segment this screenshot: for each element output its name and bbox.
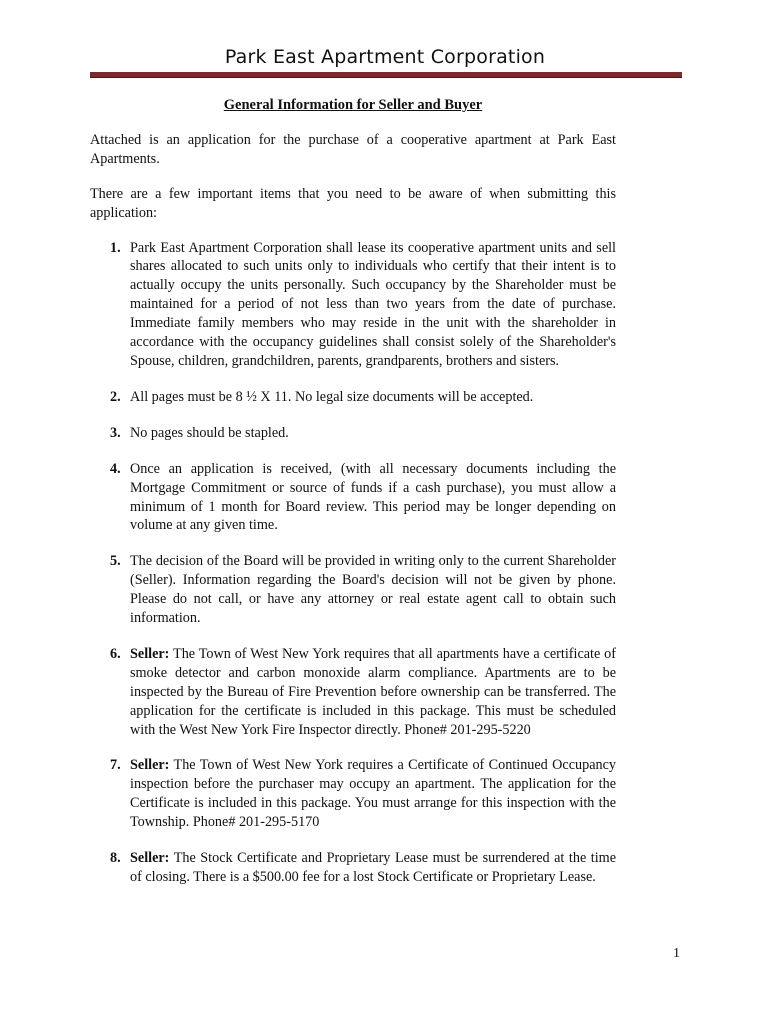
- list-item: [90, 388, 616, 407]
- document-heading: General Information for Seller and Buyer: [223, 97, 483, 113]
- list-item-text: The Stock Certificate and Proprietary Lease must be surrendered at the time of closing. There is a $500.00 fee for a lost Stock Certificate or Proprietary Lease.: [130, 850, 617, 885]
- header-rule-divider: [90, 72, 682, 78]
- list-item-text: The Town of West New York requires that all apartments have a certificate of smoke detector and carbon monoxide alarm compliance. Apartments are to be inspected by the Bureau of Fire Prevention before ownership can be transferred. The application for the certificate is included in this package. This must be scheduled with the West New York Fire Inspector directly. Phone# 201-295-5220: [130, 645, 616, 738]
- list-item-number: 8.: [110, 850, 121, 867]
- list-item: [90, 849, 616, 887]
- list-item-text: The decision of the Board will be provided in writing only to the current Shareholder (Seller). Information regarding the Board's decision will not be given by phone. Please do not call, or have any attorney or real estate agent call to obtain such information.: [130, 553, 616, 627]
- list-item-number: 7.: [110, 757, 121, 774]
- list-item-number: 5.: [110, 553, 121, 570]
- list-item-lead: Seller:: [130, 757, 170, 774]
- list-item: [90, 239, 616, 371]
- list-item: [90, 552, 616, 628]
- page-header-title: Park East Apartment Corporation: [224, 46, 546, 68]
- document-body: [90, 96, 616, 904]
- page-number: 1: [673, 946, 680, 961]
- list-item: [90, 424, 616, 443]
- list-item-number: 2.: [110, 388, 121, 405]
- list-item-text: The Town of West New York requires a Certificate of Continued Occupancy inspection before the purchaser may occupy an apartment. The application for the Certificate is included in this package. You must arrange for this inspection with the Township. Phone# 201-295-5170: [130, 757, 616, 831]
- list-item: [90, 460, 616, 536]
- list-item: [90, 645, 616, 740]
- list-item-number: 6.: [110, 645, 121, 662]
- list-item: [90, 756, 616, 832]
- list-item-lead: Seller:: [130, 850, 170, 867]
- list-item-number: 3.: [110, 424, 121, 441]
- list-item-number: 1.: [110, 239, 121, 256]
- intro-paragraph: Attached is an application for the purchase of a cooperative apartment at Park East Apartments.: [90, 131, 616, 167]
- list-item-number: 4.: [110, 460, 121, 477]
- list-item-text: Once an application is received, (with all necessary documents including the Mortgage Commitment or source of funds if a cash purchase), you must allow a minimum of 1 month for Board review. This period may be longer depending on volume at any given time.: [130, 460, 616, 534]
- list-item-text: No pages should be stapled.: [130, 424, 289, 441]
- requirements-list: [90, 239, 616, 887]
- list-item-text: Park East Apartment Corporation shall lease its cooperative apartment units and sell shares allocated to such units only to individuals who certify that their intent is to actually occupy the units personally. Such occupancy by the Shareholder must be maintained for a period of not less than two years from the date of purchase. Immediate family members who may reside in the unit with the shareholder in accordance with the occupancy guidelines shall consist solely of the Shareholder's Spouse, children, grandchildren, parents, grandparents, brothers and sisters.: [130, 239, 616, 369]
- list-item-text: All pages must be 8 ½ X 11. No legal size documents will be accepted.: [130, 388, 534, 405]
- list-item-lead: Seller:: [130, 645, 170, 662]
- lead-in-paragraph: There are a few important items that you need to be aware of when submitting this application:: [90, 185, 616, 221]
